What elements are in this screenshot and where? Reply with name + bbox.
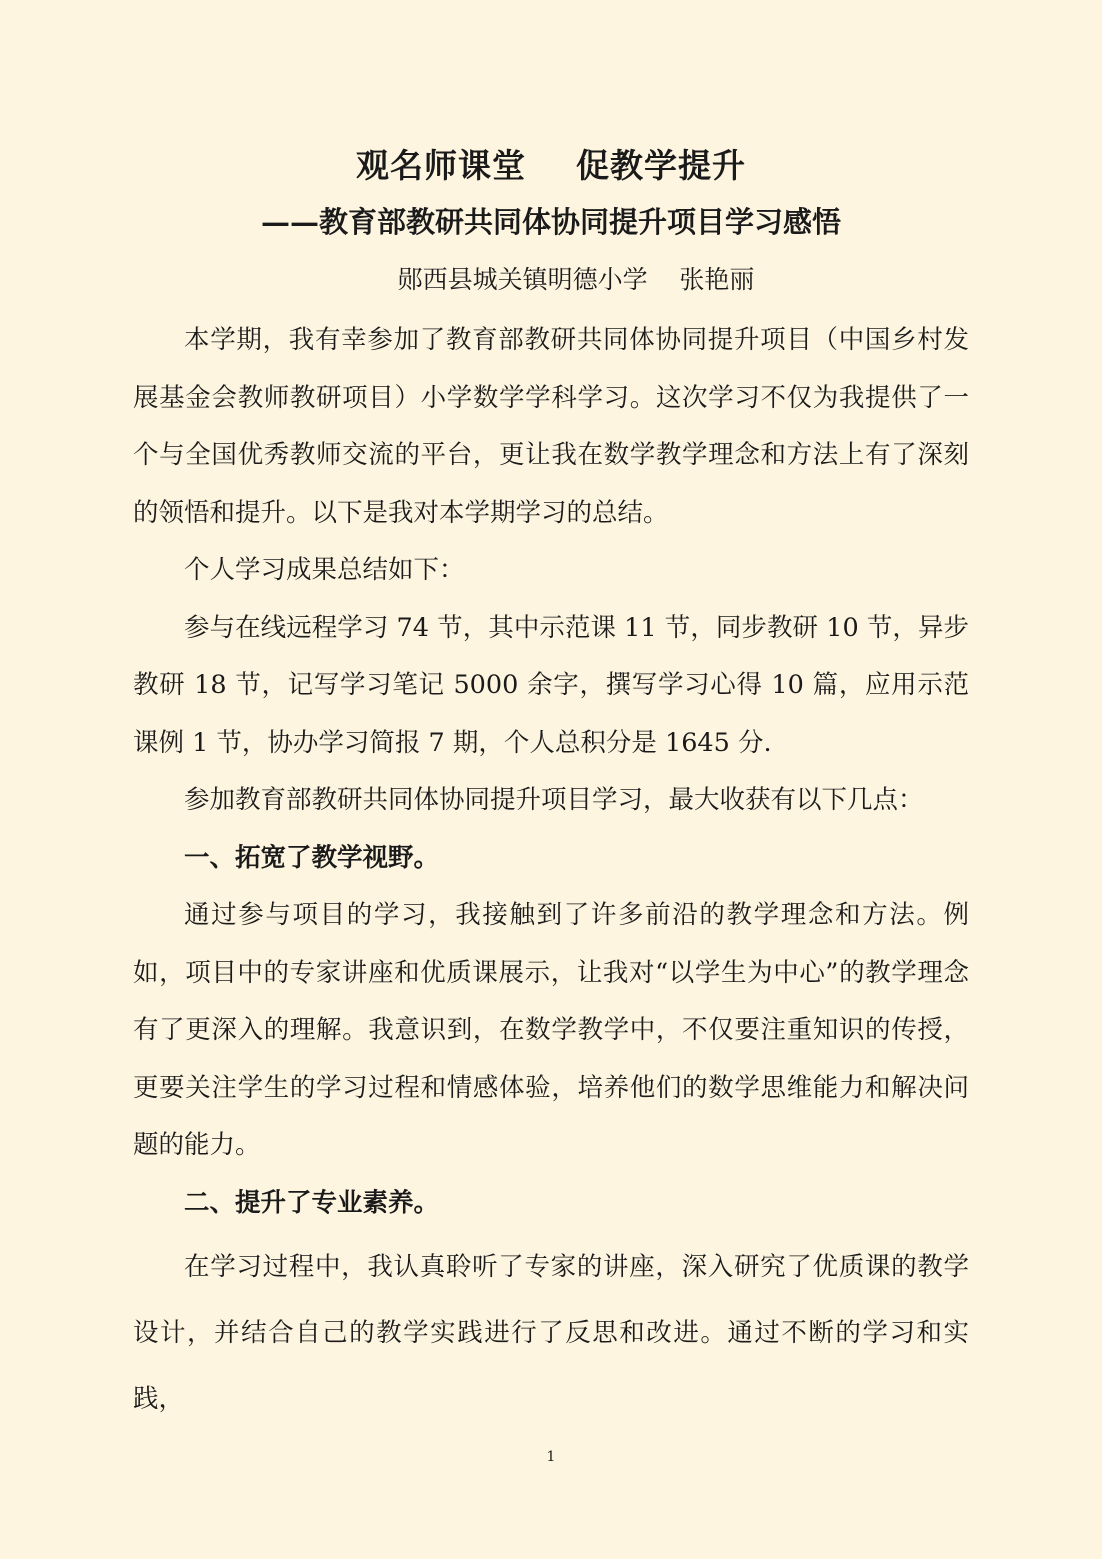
- paragraph-achievements: 参与在线远程学习 74 节，其中示范课 11 节，同步教研 10 节，异步教研 18 节，记写学习笔记 5000 余字，撰写学习心得 10 篇，应用示范课例 1 节，协办学习简报 7 期，个人总积分是 1645 分.: [133, 612, 969, 758]
- document-body: [133, 312, 969, 1432]
- document-subtitle: ——教育部教研共同体协同提升项目学习感悟: [260, 205, 841, 239]
- paragraph-section-1: 通过参与项目的学习，我接触到了许多前沿的教学理念和方法。例如，项目中的专家讲座和优质课展示，让我对“以学生为中心”的教学理念有了更深入的理解。我意识到，在数学教学中，不仅要注重知识的传授，更要关注学生的学习过程和情感体验，培养他们的数学思维能力和解决问题的能力。: [133, 900, 969, 1160]
- paragraph-intro: 本学期，我有幸参加了教育部教研共同体协同提升项目（中国乡村发展基金会教师教研项目）小学数学学科学习。这次学习不仅为我提供了一个与全国优秀教师交流的平台，更让我在数学教学理念和方法上有了深刻的领悟和提升。以下是我对本学期学习的总结。: [133, 325, 969, 528]
- paragraph-gains-lead: 参加教育部教研共同体协同提升项目学习，最大收获有以下几点：: [184, 785, 924, 815]
- paragraph-section-2: 在学习过程中，我认真聆听了专家的讲座，深入研究了优质课的教学设计，并结合自己的教学实践进行了反思和改进。通过不断的学习和实践，: [133, 1252, 969, 1414]
- page-number: 1: [546, 1449, 556, 1465]
- section-heading-1: 一、拓宽了教学视野。: [184, 842, 440, 873]
- paragraph-summary-lead: 个人学习成果总结如下：: [184, 555, 465, 585]
- section-heading-2: 二、提升了专业素养。: [184, 1187, 440, 1218]
- author-line: 郧西县城关镇明德小学 张艳丽: [397, 265, 755, 294]
- document-title: 观名师课堂 促教学提升: [356, 146, 746, 185]
